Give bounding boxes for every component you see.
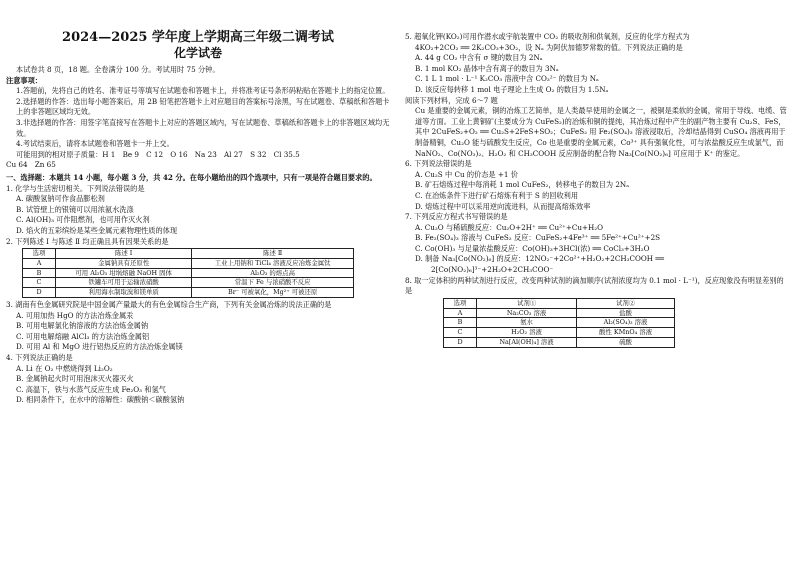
question-7-stem: 7. 下列反应方程式书写错误的是 bbox=[405, 212, 508, 222]
table-row bbox=[23, 278, 354, 288]
atomic-mass-line: Cu 64 Zn 65 bbox=[6, 160, 56, 170]
question-7-option-a: A. Cu₂O 与稀硫酸反应：Cu₂O+2H⁺ ══ Cu²⁺+Cu+H₂O bbox=[415, 222, 604, 232]
question-4-option-b: B. 金属钠起火时可用泡沫灭火器灭火 bbox=[16, 374, 134, 384]
table-cell: 金属钠具有还原性 bbox=[56, 258, 192, 268]
table-cell: 铁罐车可用于运输浓硝酸 bbox=[56, 278, 192, 288]
table-row bbox=[23, 288, 354, 298]
table-cell: C bbox=[444, 328, 477, 338]
table-row bbox=[444, 308, 675, 318]
table-cell: 利用海水制取溴和镁单质 bbox=[56, 288, 192, 298]
passage-lead: 阅读下列材料，完成 6～7 题 bbox=[405, 95, 498, 105]
table-cell: Al₂O₃ 的熔点高 bbox=[192, 268, 354, 278]
table-cell: 常温下 Fe 与浓硝酸不反应 bbox=[192, 278, 354, 288]
intro-text: 本试卷共 8 页，18 题。全卷满分 100 分。考试用时 75 分钟。 bbox=[16, 65, 220, 74]
question-5-option-c: C. 1 L 1 mol · L⁻¹ K₂CO₃ 溶液中含 CO₃²⁻ 的数目为 Nₐ bbox=[415, 74, 599, 84]
notes-heading: 注意事项： bbox=[6, 75, 42, 85]
right-column bbox=[405, 6, 789, 350]
left-column bbox=[6, 6, 390, 406]
note-item: 1.答题前，先将自己的姓名、准考证号等填写在试题卷和答题卡上，并将准考证号条形码粘贴在答题卡上的指定位置。 bbox=[16, 86, 390, 96]
question-4-option-c: C. 高温下，铁与水蒸气反应生成 Fe₂O₃ 和氢气 bbox=[16, 384, 166, 394]
question-5-option-a: A. 44 g CO₂ 中含有 σ 键的数目为 2Nₐ bbox=[415, 53, 543, 63]
table-header-cell: 试剂① bbox=[477, 298, 577, 308]
table-cell: C bbox=[23, 278, 56, 288]
table-cell: 工业上用钠和 TiCl₄ 溶液反应冶炼金属钛 bbox=[192, 258, 354, 268]
table-header-cell: 陈述 Ⅰ bbox=[56, 249, 192, 259]
question-6-option-a: A. Cu₂S 中 Cu 的价态是 +1 价 bbox=[415, 169, 518, 179]
table-header-cell: 试剂② bbox=[577, 298, 675, 308]
question-5-stem: 5. 超氧化钾(KO₂)可用作潜水或宇航装置中 CO₂ 的吸收剂和供氧剂，反应的化学方程式为 bbox=[405, 32, 690, 41]
question-5-option-b: B. 1 mol KO₂ 晶体中含有离子的数目为 3Nₐ bbox=[415, 63, 559, 73]
note-item: 3.非选择题的作答：用签字笔直接写在答题卡上对应的答题区域内，写在试题卷、草稿纸和答题卡上的非答题区域均无效。 bbox=[16, 117, 390, 138]
question-6-option-c: C. 在冶炼条件下进行矿石熔炼有利于 S 的回收利用 bbox=[415, 190, 579, 200]
question-7-option-d-continued: 2[Co(NO₂)₆]³⁻+2H₂O+2CH₃COO⁻ bbox=[431, 265, 554, 275]
table-row bbox=[444, 328, 675, 338]
table-cell: 盐酸 bbox=[577, 308, 675, 318]
table-cell: Na[Al(OH)₄] 溶液 bbox=[477, 338, 577, 348]
table-header-row bbox=[444, 298, 675, 308]
question-1-option-a: A. 碳酸氢钠可作食品膨松剂 bbox=[16, 194, 105, 204]
question-4-option-a: A. Li 在 O₂ 中燃烧得到 Li₂O₂ bbox=[16, 363, 113, 373]
question-4-stem: 4. 下列说法正确的是 bbox=[6, 353, 73, 363]
table-cell: H₂O₂ 溶液 bbox=[477, 328, 577, 338]
question-3-option-c: C. 可用电解熔融 AlCl₃ 的方法冶炼金属铝 bbox=[16, 331, 150, 341]
question-1-option-b: B. 试管壁上的银镜可以用浓氨水洗涤 bbox=[16, 204, 134, 214]
table-cell: B bbox=[444, 318, 477, 328]
question-7-option-c: C. Co(OH)₃ 与足量浓盐酸反应：Co(OH)₃+3HCl(浓) ══ CoCl₃+3H₂O bbox=[415, 243, 650, 253]
table-header-row bbox=[23, 249, 354, 259]
question-8-stem: 8. 取一定体积的两种试剂进行反应，改变两种试剂的滴加顺序(试剂浓度均为 0.1 mol · L⁻¹)，反应现象没有明显差别的是 bbox=[405, 275, 784, 296]
exam-title: 2024—2025 学年度上学期高三年级二调考试 bbox=[62, 30, 334, 45]
table-cell: 氨水 bbox=[477, 318, 577, 328]
question-5-option-d: D. 该反应每转移 1 mol 电子理论上生成 O₂ 的数目为 1.5Nₐ bbox=[415, 84, 609, 94]
question-3-option-d: D. 可用 Al 和 MgO 进行铝热反应的方法冶炼金属镁 bbox=[16, 342, 183, 352]
table-row bbox=[444, 338, 675, 348]
question-2-stem: 2. 下列陈述 Ⅰ 与陈述 Ⅱ 均正确且具有因果关系的是 bbox=[6, 236, 169, 246]
question-3-stem: 3. 湖南有色金属研究院是中国金属产量最大的有色金属综合生产商，下列有关金属冶炼的说法正确的是 bbox=[6, 300, 332, 310]
table-cell: D bbox=[23, 288, 56, 298]
table-row bbox=[23, 258, 354, 268]
question-1-option-d: D. 焰火的五彩缤纷是某些金属元素物理性质的体现 bbox=[16, 225, 178, 235]
table-cell: D bbox=[444, 338, 477, 348]
question-8-table bbox=[443, 298, 675, 348]
table-cell: Al₂(SO₄)₃ 溶液 bbox=[577, 318, 675, 328]
question-3-option-a: A. 可用加热 HgO 的方法冶炼金属汞 bbox=[16, 310, 134, 320]
table-row bbox=[23, 268, 354, 278]
question-6-option-b: B. 矿石熔炼过程中每消耗 1 mol CuFeS₂，转移电子的数目为 2Nₐ bbox=[415, 180, 629, 190]
table-header-cell: 选项 bbox=[444, 298, 477, 308]
question-2-table bbox=[22, 248, 354, 298]
table-cell: B bbox=[23, 268, 56, 278]
table-header-cell: 陈述 Ⅱ bbox=[192, 249, 354, 259]
question-3-option-b: B. 可用电解氯化钠溶液的方法冶炼金属钠 bbox=[16, 321, 149, 331]
atomic-mass-line: 可能用到的相对原子质量：H 1 Be 9 C 12 O 16 Na 23 Al 27 S 32 Cl 35.5 bbox=[16, 149, 300, 159]
table-row bbox=[444, 318, 675, 328]
table-cell: 酸性 KMnO₄ 溶液 bbox=[577, 328, 675, 338]
exam-subtitle: 化学试卷 bbox=[173, 46, 222, 60]
question-4-option-d: D. 相同条件下，在水中的溶解性：碳酸钠＜碳酸氢钠 bbox=[16, 395, 185, 405]
table-cell: A bbox=[444, 308, 477, 318]
question-7-option-b: B. Fe₂(SO₄)₃ 溶液与 CuFeS₂ 反应：CuFeS₂+4Fe³⁺ ══ 5Fe²⁺+Cu²⁺+2S bbox=[415, 233, 661, 243]
note-item: 2.选择题的作答：选出每小题答案后，用 2B 铅笔把答题卡上对应题目的答案标号涂黑，写在试题卷、草稿纸和答题卡上的非答题区域均无效。 bbox=[16, 96, 390, 117]
table-cell: Br⁻ 可被氧化，Mg²⁺ 可被还原 bbox=[192, 288, 354, 298]
table-cell: A bbox=[23, 258, 56, 268]
question-1-option-c: C. Al(OH)₃ 可作阻燃剂，也可用作灭火剂 bbox=[16, 215, 150, 225]
table-header-cell: 选项 bbox=[23, 249, 56, 259]
section-heading: 一、选择题：本题共 14 小题，每小题 3 分，共 42 分。在每小题给出的四个选项中，只有一项是符合题目要求的。 bbox=[6, 172, 377, 182]
question-1-stem: 1. 化学与生活密切相关。下列说法错误的是 bbox=[6, 183, 145, 193]
question-6-stem: 6. 下列说法错误的是 bbox=[405, 159, 472, 169]
question-5-equation: 4KO₂+2CO₂ ══ 2K₂CO₃+3O₂，设 Nₐ 为阿伏加德罗常数的值。下列说法正确的是 bbox=[415, 42, 683, 52]
table-cell: 硫酸 bbox=[577, 338, 675, 348]
table-cell: 可用 Al₂O₃ 坩埚熔融 NaOH 固体 bbox=[56, 268, 192, 278]
passage-text: Cu 是重要的金属元素，铜的冶炼工艺简单，是人类最早使用的金属之一，被铜是柔软的金属，常用于导线、电缆、管道等方面。工业上黄铜矿(主要成分为 CuFeS₂)的冶炼和铜的提纯，其冶炼过程中产生的副产物主要有 Cu₂S、FeS，其中 2CuFeS₂+O₂ ══ Cu₂S+2FeS+SO₂；CuFeS₂ 用 Fe₂(SO₄)₃ 溶液浸取后，冷却结晶得到 CuSO₄ 溶液再用于制备精铜，Cu₂O 能与硫酸发生反应，Co 也是重要的金属元素，Co³⁺ 具有强氧化性，可与浓盐酸反应生成氯气，而 NaNO₂、Co(NO₃)₂、H₂O₂ 和 CH₃COOH 反应制备的配合物 Na₃[Co(NO₂)₆] 可应用于 K⁺ 的鉴定。 bbox=[415, 106, 787, 158]
table-cell: Na₂CO₃ 溶液 bbox=[477, 308, 577, 318]
question-7-option-d: D. 制备 Na₃[Co(NO₂)₆] 的反应：12NO₂⁻+2Co²⁺+H₂O₂+2CH₃COOH ══ bbox=[415, 254, 664, 264]
question-6-option-d: D. 熔炼过程中可以采用逆向流进料，从而提高熔炼效率 bbox=[415, 201, 591, 211]
note-item: 4.考试结束后，请将本试题卷和答题卡一并上交。 bbox=[16, 139, 174, 149]
